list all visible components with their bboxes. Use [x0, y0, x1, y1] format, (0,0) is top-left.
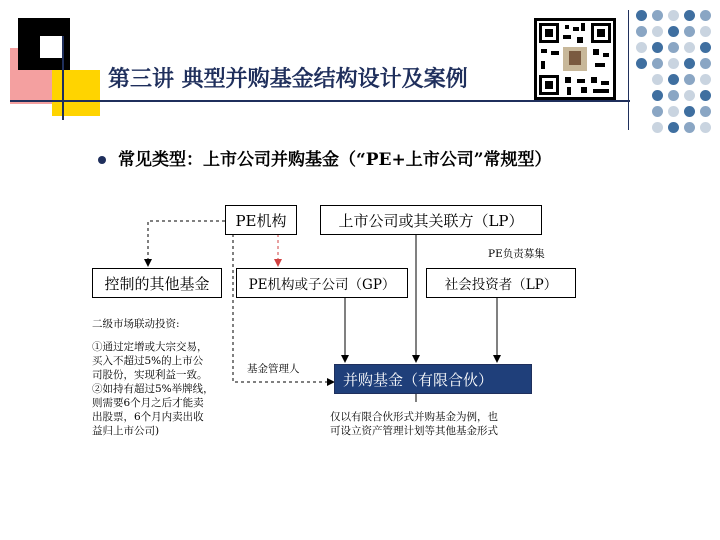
merger-fund-box: 并购基金（有限合伙） [334, 364, 532, 394]
slide-subtitle: 常见类型：上市公司并购基金（“PE+上市公司”常规型） [118, 150, 552, 170]
arrow-manager-to-fund [233, 234, 334, 382]
pe-institution-box: PE机构 [225, 205, 297, 235]
listed-company-box: 上市公司或其关联方（LP） [320, 205, 542, 235]
secondary-market-title: 二级市场联动投资: [92, 318, 180, 330]
other-fund-box: 控制的其他基金 [92, 268, 222, 298]
fund-form-footnote: 仅以有限合伙形式并购基金为例，也 可设立资产管理计划等其他基金形式 [330, 411, 498, 437]
secondary-market-note: ①通过定增或大宗交易， 买入不超过5%的上市公 司股份，实现利益一致。 ②如持有超过5%举牌线， 则需要6个月之后才能卖 出股票，6个月内卖出收 益归上市公司) [92, 341, 214, 437]
social-investor-box: 社会投资者（LP） [426, 268, 576, 298]
gp-box: PE机构或子公司（GP） [236, 268, 408, 298]
slide-title: 第三讲 典型并购基金结构设计及案例 [108, 66, 468, 92]
pe-fundraise-label: PE负责募集 [488, 248, 545, 260]
fund-manager-label: 基金管理人 [247, 363, 300, 375]
arrow-pe-to-other-fund [148, 221, 225, 266]
